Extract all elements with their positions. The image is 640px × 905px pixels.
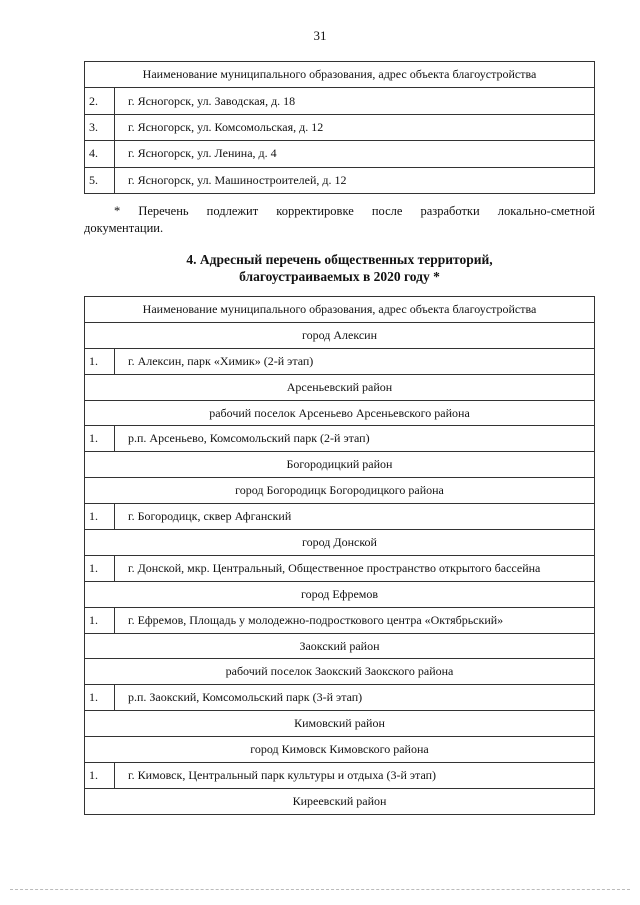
- group-title: рабочий поселок Заокский Заокского района: [85, 659, 595, 685]
- table-row: [85, 114, 595, 140]
- row-address: г. Донской, мкр. Центральный, Общественное пространство открытого бассейна: [115, 555, 595, 581]
- table-row: [85, 426, 595, 452]
- row-number: 1.: [85, 348, 115, 374]
- row-address: г. Богородицк, сквер Афганский: [115, 504, 595, 530]
- footnote-line-2: документации.: [84, 221, 164, 235]
- row-address: г. Ясногорск, ул. Машиностроителей, д. 12: [115, 167, 595, 193]
- group-title: Богородицкий район: [85, 452, 595, 478]
- page-number: 31: [313, 28, 327, 43]
- footnote: [84, 203, 595, 237]
- group-row: [85, 633, 595, 659]
- table-header-cell: Наименование муниципального образования, адрес объекта благоустройства: [85, 62, 595, 88]
- group-title: город Ефремов: [85, 581, 595, 607]
- table-row: [85, 167, 595, 193]
- group-row: [85, 452, 595, 478]
- section-heading: [84, 251, 595, 285]
- row-address: г. Ясногорск, ул. Заводская, д. 18: [115, 88, 595, 114]
- group-title: город Богородицк Богородицкого района: [85, 478, 595, 504]
- group-row: [85, 322, 595, 348]
- row-address: г. Ясногорск, ул. Комсомольская, д. 12: [115, 114, 595, 140]
- row-number: 1.: [85, 763, 115, 789]
- footnote-line-1: [84, 203, 595, 220]
- row-number: 1.: [85, 555, 115, 581]
- table-row: [85, 685, 595, 711]
- row-address: р.п. Арсеньево, Комсомольский парк (2-й этап): [115, 426, 595, 452]
- row-number: 5.: [85, 167, 115, 193]
- row-address: г. Ефремов, Площадь у молодежно-подросткового центра «Октябрьский»: [115, 607, 595, 633]
- group-row: [85, 737, 595, 763]
- group-title: Киреевский район: [85, 788, 595, 814]
- group-row: [85, 788, 595, 814]
- row-address: г. Алексин, парк «Химик» (2-й этап): [115, 348, 595, 374]
- row-number: 1.: [85, 607, 115, 633]
- public-territories-table: [84, 296, 595, 815]
- footnote-word: *: [114, 204, 121, 218]
- group-row: [85, 400, 595, 426]
- row-address: р.п. Заокский, Комсомольский парк (3-й этап): [115, 685, 595, 711]
- row-number: 1.: [85, 504, 115, 530]
- group-row: [85, 530, 595, 556]
- table-row: [85, 141, 595, 167]
- group-title: город Алексин: [85, 322, 595, 348]
- row-address: г. Кимовск, Центральный парк культуры и отдыха (3-й этап): [115, 763, 595, 789]
- table-header-cell: Наименование муниципального образования, адрес объекта благоустройства: [85, 297, 595, 323]
- group-title: город Кимовск Кимовского района: [85, 737, 595, 763]
- table-row: [85, 607, 595, 633]
- group-row: [85, 581, 595, 607]
- group-title: рабочий поселок Арсеньево Арсеньевского района: [85, 400, 595, 426]
- footnote-word: корректировке: [276, 204, 354, 218]
- footnote-word: подлежит: [206, 204, 259, 218]
- table-header-row: [85, 297, 595, 323]
- footnote-word: Перечень: [138, 204, 189, 218]
- row-address: г. Ясногорск, ул. Ленина, д. 4: [115, 141, 595, 167]
- table-header-row: [85, 62, 595, 88]
- footnote-word: локально-сметной: [497, 204, 595, 218]
- group-row: [85, 374, 595, 400]
- group-row: [85, 478, 595, 504]
- row-number: 1.: [85, 426, 115, 452]
- group-row: [85, 659, 595, 685]
- addresses-table-continued: [84, 61, 595, 194]
- row-number: 4.: [85, 141, 115, 167]
- row-number: 2.: [85, 88, 115, 114]
- group-title: Заокский район: [85, 633, 595, 659]
- table-row: [85, 555, 595, 581]
- table-row: [85, 504, 595, 530]
- row-number: 1.: [85, 685, 115, 711]
- row-number: 3.: [85, 114, 115, 140]
- section-heading-line-2: благоустраиваемых в 2020 году *: [239, 269, 440, 284]
- footnote-word: разработки: [420, 204, 480, 218]
- table-row: [85, 348, 595, 374]
- table-row: [85, 88, 595, 114]
- group-title: Арсеньевский район: [85, 374, 595, 400]
- section-heading-line-1: 4. Адресный перечень общественных территорий,: [186, 252, 493, 267]
- table-row: [85, 763, 595, 789]
- group-row: [85, 711, 595, 737]
- group-title: город Донской: [85, 530, 595, 556]
- group-title: Кимовский район: [85, 711, 595, 737]
- footnote-word: после: [371, 204, 403, 218]
- page-bottom-divider: [10, 889, 630, 890]
